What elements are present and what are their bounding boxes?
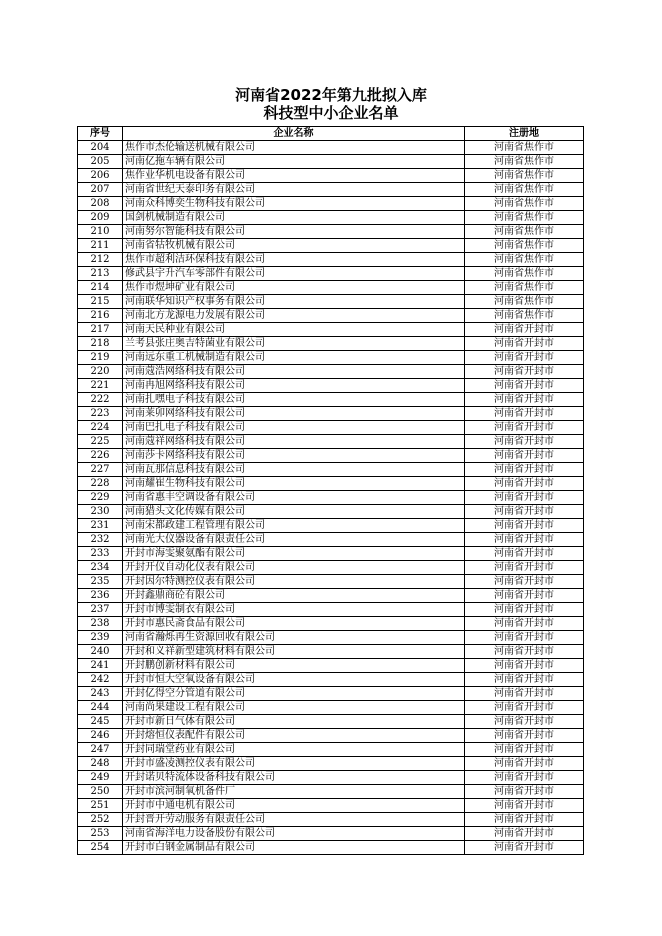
registration-place-cell: 河南省开封市 bbox=[465, 561, 584, 575]
company-name-cell: 河南莱卯网络科技有限公司 bbox=[123, 407, 465, 421]
serial-number-cell: 237 bbox=[78, 603, 123, 617]
company-name-cell: 河南耀崔生物科技有限公司 bbox=[123, 477, 465, 491]
company-name-cell: 河南蔻浩网络科技有限公司 bbox=[123, 365, 465, 379]
registration-place-cell: 河南省焦作市 bbox=[465, 295, 584, 309]
company-name-cell: 开封市中通电机有限公司 bbox=[123, 799, 465, 813]
registration-place-cell: 河南省开封市 bbox=[465, 337, 584, 351]
serial-number-cell: 231 bbox=[78, 519, 123, 533]
company-name-cell: 河南天民种业有限公司 bbox=[123, 323, 465, 337]
table-row bbox=[78, 729, 584, 743]
serial-number-cell: 233 bbox=[78, 547, 123, 561]
registration-place-cell: 河南省开封市 bbox=[465, 603, 584, 617]
table-row bbox=[78, 771, 584, 785]
serial-number-cell: 248 bbox=[78, 757, 123, 771]
table-row bbox=[78, 267, 584, 281]
table-row bbox=[78, 799, 584, 813]
serial-number-cell: 238 bbox=[78, 617, 123, 631]
serial-number-cell: 225 bbox=[78, 435, 123, 449]
serial-number-cell: 221 bbox=[78, 379, 123, 393]
company-name-cell: 开封市白钢金属制品有限公司 bbox=[123, 841, 465, 855]
company-name-cell: 河南冉旭网络科技有限公司 bbox=[123, 379, 465, 393]
serial-number-cell: 227 bbox=[78, 463, 123, 477]
registration-place-cell: 河南省焦作市 bbox=[465, 197, 584, 211]
serial-number-cell: 222 bbox=[78, 393, 123, 407]
table-row bbox=[78, 715, 584, 729]
serial-number-cell: 229 bbox=[78, 491, 123, 505]
serial-number-cell: 243 bbox=[78, 687, 123, 701]
registration-place-cell: 河南省开封市 bbox=[465, 575, 584, 589]
company-name-cell: 开封熔恒仪表配件有限公司 bbox=[123, 729, 465, 743]
registration-place-cell: 河南省焦作市 bbox=[465, 225, 584, 239]
company-name-cell: 河南远东重工机械制造有限公司 bbox=[123, 351, 465, 365]
serial-number-cell: 249 bbox=[78, 771, 123, 785]
table-row bbox=[78, 603, 584, 617]
registration-place-cell: 河南省开封市 bbox=[465, 393, 584, 407]
table-row bbox=[78, 575, 584, 589]
table-row bbox=[78, 659, 584, 673]
table-row bbox=[78, 435, 584, 449]
document-title-line1: 河南省2022年第九批拟入库 bbox=[235, 86, 427, 104]
serial-number-cell: 210 bbox=[78, 225, 123, 239]
registration-place-cell: 河南省开封市 bbox=[465, 519, 584, 533]
company-name-cell: 开封市恒大空氧设备有限公司 bbox=[123, 673, 465, 687]
registration-place-cell: 河南省开封市 bbox=[465, 421, 584, 435]
serial-number-cell: 246 bbox=[78, 729, 123, 743]
serial-number-cell: 226 bbox=[78, 449, 123, 463]
company-name-cell: 河南省瀚烁再生资源回收有限公司 bbox=[123, 631, 465, 645]
registration-place-cell: 河南省开封市 bbox=[465, 729, 584, 743]
serial-number-cell: 215 bbox=[78, 295, 123, 309]
registration-place-cell: 河南省开封市 bbox=[465, 701, 584, 715]
serial-number-cell: 254 bbox=[78, 841, 123, 855]
registration-place-cell: 河南省开封市 bbox=[465, 673, 584, 687]
company-name-cell: 河南尚果建设工程有限公司 bbox=[123, 701, 465, 715]
registration-place-cell: 河南省开封市 bbox=[465, 743, 584, 757]
registration-place-cell: 河南省开封市 bbox=[465, 827, 584, 841]
serial-number-cell: 219 bbox=[78, 351, 123, 365]
company-name-cell: 河南省海洋电力设备股份有限公司 bbox=[123, 827, 465, 841]
company-name-cell: 开封市盛凌测控仪表有限公司 bbox=[123, 757, 465, 771]
serial-number-cell: 204 bbox=[78, 141, 123, 155]
serial-number-cell: 212 bbox=[78, 253, 123, 267]
registration-place-cell: 河南省焦作市 bbox=[465, 141, 584, 155]
registration-place-cell: 河南省开封市 bbox=[465, 645, 584, 659]
table-row bbox=[78, 505, 584, 519]
serial-number-cell: 206 bbox=[78, 169, 123, 183]
serial-number-cell: 216 bbox=[78, 309, 123, 323]
registration-place-cell: 河南省开封市 bbox=[465, 533, 584, 547]
company-name-cell: 河南省牯牧机械有限公司 bbox=[123, 239, 465, 253]
serial-number-cell: 211 bbox=[78, 239, 123, 253]
table-header-row bbox=[78, 127, 584, 141]
company-name-cell: 焦作市煜坤矿业有限公司 bbox=[123, 281, 465, 295]
serial-number-cell: 242 bbox=[78, 673, 123, 687]
table-row bbox=[78, 421, 584, 435]
table-row bbox=[78, 617, 584, 631]
table-row bbox=[78, 743, 584, 757]
table-row bbox=[78, 169, 584, 183]
serial-number-cell: 218 bbox=[78, 337, 123, 351]
table-row bbox=[78, 841, 584, 855]
table-row bbox=[78, 365, 584, 379]
company-name-cell: 河南光大仪器设备有限责任公司 bbox=[123, 533, 465, 547]
serial-number-cell: 245 bbox=[78, 715, 123, 729]
registration-place-cell: 河南省开封市 bbox=[465, 351, 584, 365]
table-row bbox=[78, 309, 584, 323]
table-row bbox=[78, 323, 584, 337]
company-name-cell: 河南省惠丰空调设备有限公司 bbox=[123, 491, 465, 505]
table-row bbox=[78, 827, 584, 841]
company-name-cell: 修武县宇升汽车零部件有限公司 bbox=[123, 267, 465, 281]
serial-number-cell: 253 bbox=[78, 827, 123, 841]
company-name-cell: 开封诺贝特流体设备科技有限公司 bbox=[123, 771, 465, 785]
table-row bbox=[78, 337, 584, 351]
company-name-cell: 开封鹏创新材料有限公司 bbox=[123, 659, 465, 673]
company-name-cell: 河南扎嘿电子科技有限公司 bbox=[123, 393, 465, 407]
table-row bbox=[78, 673, 584, 687]
company-name-cell: 开封同瑞堂药业有限公司 bbox=[123, 743, 465, 757]
table-row bbox=[78, 225, 584, 239]
table-row bbox=[78, 477, 584, 491]
company-name-cell: 国剑机械制造有限公司 bbox=[123, 211, 465, 225]
registration-place-cell: 河南省开封市 bbox=[465, 547, 584, 561]
serial-number-cell: 224 bbox=[78, 421, 123, 435]
company-name-cell: 河南亿拖车辆有限公司 bbox=[123, 155, 465, 169]
table-row bbox=[78, 393, 584, 407]
company-name-cell: 河南北方龙源电力发展有限公司 bbox=[123, 309, 465, 323]
table-row bbox=[78, 183, 584, 197]
company-name-cell: 兰考县张庄奥吉特菌业有限公司 bbox=[123, 337, 465, 351]
serial-number-cell: 247 bbox=[78, 743, 123, 757]
table-row bbox=[78, 463, 584, 477]
serial-number-cell: 214 bbox=[78, 281, 123, 295]
company-name-cell: 开封鑫鼎商砼有限公司 bbox=[123, 589, 465, 603]
table-row bbox=[78, 351, 584, 365]
table-row bbox=[78, 519, 584, 533]
registration-place-cell: 河南省开封市 bbox=[465, 813, 584, 827]
serial-number-cell: 252 bbox=[78, 813, 123, 827]
serial-number-cell: 205 bbox=[78, 155, 123, 169]
registration-place-cell: 河南省焦作市 bbox=[465, 253, 584, 267]
serial-number-cell: 241 bbox=[78, 659, 123, 673]
serial-number-cell: 235 bbox=[78, 575, 123, 589]
header-company-name: 企业名称 bbox=[123, 127, 465, 141]
registration-place-cell: 河南省开封市 bbox=[465, 687, 584, 701]
registration-place-cell: 河南省开封市 bbox=[465, 491, 584, 505]
table-row bbox=[78, 547, 584, 561]
serial-number-cell: 223 bbox=[78, 407, 123, 421]
document-title-line2: 科技型中小企业名单 bbox=[263, 104, 399, 122]
serial-number-cell: 232 bbox=[78, 533, 123, 547]
table-row bbox=[78, 295, 584, 309]
serial-number-cell: 240 bbox=[78, 645, 123, 659]
registration-place-cell: 河南省开封市 bbox=[465, 785, 584, 799]
registration-place-cell: 河南省开封市 bbox=[465, 799, 584, 813]
registration-place-cell: 河南省焦作市 bbox=[465, 211, 584, 225]
registration-place-cell: 河南省焦作市 bbox=[465, 155, 584, 169]
company-name-cell: 开封市新日气体有限公司 bbox=[123, 715, 465, 729]
serial-number-cell: 244 bbox=[78, 701, 123, 715]
company-name-cell: 河南省世纪天泰印务有限公司 bbox=[123, 183, 465, 197]
company-name-cell: 开封亿得空分管道有限公司 bbox=[123, 687, 465, 701]
table-row bbox=[78, 449, 584, 463]
company-name-cell: 焦作市超利洁环保科技有限公司 bbox=[123, 253, 465, 267]
registration-place-cell: 河南省开封市 bbox=[465, 323, 584, 337]
table-row bbox=[78, 589, 584, 603]
company-name-cell: 开封开仪自动化仪表有限公司 bbox=[123, 561, 465, 575]
table-row bbox=[78, 813, 584, 827]
company-name-cell: 河南联华知识产权事务有限公司 bbox=[123, 295, 465, 309]
registration-place-cell: 河南省焦作市 bbox=[465, 239, 584, 253]
registration-place-cell: 河南省开封市 bbox=[465, 365, 584, 379]
table-row bbox=[78, 253, 584, 267]
company-name-cell: 河南瓦那信息科技有限公司 bbox=[123, 463, 465, 477]
serial-number-cell: 220 bbox=[78, 365, 123, 379]
registration-place-cell: 河南省开封市 bbox=[465, 841, 584, 855]
registration-place-cell: 河南省开封市 bbox=[465, 449, 584, 463]
registration-place-cell: 河南省开封市 bbox=[465, 435, 584, 449]
serial-number-cell: 251 bbox=[78, 799, 123, 813]
company-name-cell: 焦作市杰伦输送机械有限公司 bbox=[123, 141, 465, 155]
table-row bbox=[78, 407, 584, 421]
table-row bbox=[78, 155, 584, 169]
company-name-cell: 河南猎头文化传媒有限公司 bbox=[123, 505, 465, 519]
company-name-cell: 河南努尔智能科技有限公司 bbox=[123, 225, 465, 239]
company-name-cell: 河南莎卡网络科技有限公司 bbox=[123, 449, 465, 463]
registration-place-cell: 河南省开封市 bbox=[465, 617, 584, 631]
company-name-cell: 河南众科博奕生物科技有限公司 bbox=[123, 197, 465, 211]
company-name-cell: 河南宋都政建工程管理有限公司 bbox=[123, 519, 465, 533]
serial-number-cell: 230 bbox=[78, 505, 123, 519]
company-name-cell: 焦作业华机电设备有限公司 bbox=[123, 169, 465, 183]
table-row bbox=[78, 491, 584, 505]
table-row bbox=[78, 141, 584, 155]
registration-place-cell: 河南省焦作市 bbox=[465, 267, 584, 281]
table-row bbox=[78, 757, 584, 771]
table-row bbox=[78, 211, 584, 225]
table-row bbox=[78, 281, 584, 295]
registration-place-cell: 河南省开封市 bbox=[465, 631, 584, 645]
serial-number-cell: 207 bbox=[78, 183, 123, 197]
serial-number-cell: 234 bbox=[78, 561, 123, 575]
serial-number-cell: 250 bbox=[78, 785, 123, 799]
serial-number-cell: 236 bbox=[78, 589, 123, 603]
company-name-cell: 开封和义祥新型建筑材料有限公司 bbox=[123, 645, 465, 659]
company-name-cell: 开封市博雯制衣有限公司 bbox=[123, 603, 465, 617]
registration-place-cell: 河南省开封市 bbox=[465, 589, 584, 603]
registration-place-cell: 河南省开封市 bbox=[465, 505, 584, 519]
company-name-cell: 开封市海雯聚氨酯有限公司 bbox=[123, 547, 465, 561]
table-row bbox=[78, 561, 584, 575]
company-name-cell: 开封市惠民斋食品有限公司 bbox=[123, 617, 465, 631]
table-row bbox=[78, 701, 584, 715]
serial-number-cell: 239 bbox=[78, 631, 123, 645]
registration-place-cell: 河南省开封市 bbox=[465, 463, 584, 477]
serial-number-cell: 217 bbox=[78, 323, 123, 337]
company-name-cell: 河南巴扎电子科技有限公司 bbox=[123, 421, 465, 435]
table-row bbox=[78, 533, 584, 547]
table-row bbox=[78, 785, 584, 799]
company-name-cell: 开封晋开劳动服务有限责任公司 bbox=[123, 813, 465, 827]
registration-place-cell: 河南省开封市 bbox=[465, 477, 584, 491]
registration-place-cell: 河南省开封市 bbox=[465, 771, 584, 785]
registration-place-cell: 河南省开封市 bbox=[465, 407, 584, 421]
table-row bbox=[78, 239, 584, 253]
registration-place-cell: 河南省焦作市 bbox=[465, 309, 584, 323]
registration-place-cell: 河南省开封市 bbox=[465, 379, 584, 393]
registration-place-cell: 河南省开封市 bbox=[465, 715, 584, 729]
company-name-cell: 开封因尔特测控仪表有限公司 bbox=[123, 575, 465, 589]
serial-number-cell: 208 bbox=[78, 197, 123, 211]
serial-number-cell: 228 bbox=[78, 477, 123, 491]
enterprise-list-table bbox=[77, 126, 584, 855]
table-row bbox=[78, 379, 584, 393]
company-name-cell: 开封市滨河制氧机备件厂 bbox=[123, 785, 465, 799]
serial-number-cell: 209 bbox=[78, 211, 123, 225]
serial-number-cell: 213 bbox=[78, 267, 123, 281]
header-registration-place: 注册地 bbox=[465, 127, 584, 141]
registration-place-cell: 河南省开封市 bbox=[465, 659, 584, 673]
registration-place-cell: 河南省焦作市 bbox=[465, 281, 584, 295]
company-name-cell: 河南蔻祥网络科技有限公司 bbox=[123, 435, 465, 449]
registration-place-cell: 河南省焦作市 bbox=[465, 169, 584, 183]
header-serial-number: 序号 bbox=[78, 127, 123, 141]
table-row bbox=[78, 197, 584, 211]
registration-place-cell: 河南省焦作市 bbox=[465, 183, 584, 197]
table-row bbox=[78, 645, 584, 659]
table-row bbox=[78, 687, 584, 701]
table-row bbox=[78, 631, 584, 645]
registration-place-cell: 河南省开封市 bbox=[465, 757, 584, 771]
